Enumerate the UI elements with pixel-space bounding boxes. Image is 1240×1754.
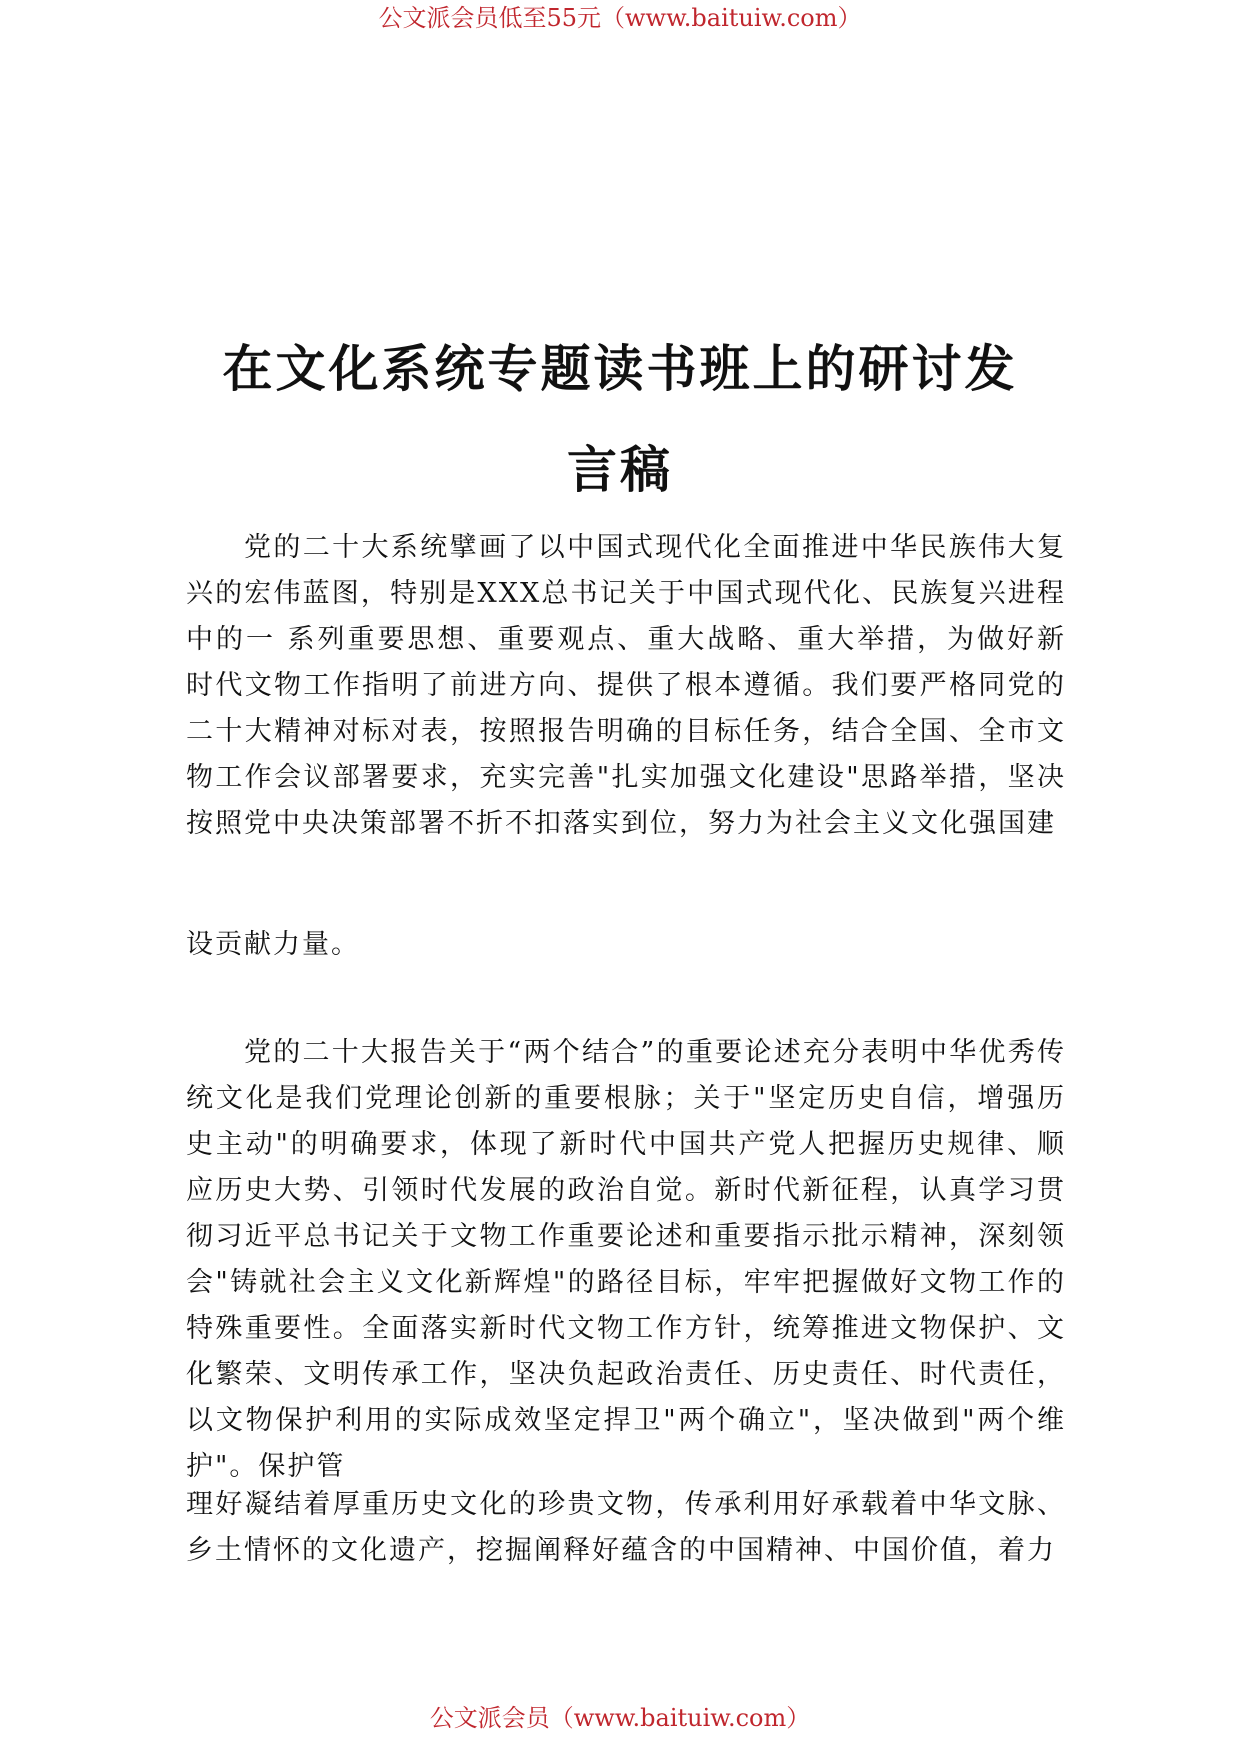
paragraph-1-end: 设贡献力量。 <box>186 929 360 960</box>
header-banner: 公文派会员低至55元（www.baituiw.com） <box>378 4 862 32</box>
document-title-line-2: 言稿 <box>567 441 673 499</box>
paragraph-1: 党的二十大系统擘画了以中国式现代化全面推进中华民族伟大复兴的宏伟蓝图，特别是XXX总书记关于中国式现代化、民族复兴进程中的一 系列重要思想、重要观点、重大战略、重大举措，为做好新 时代文物工作指明了前进方向、提供了根本遵循。我们要严格同党的 二十大精神对标对表，按照报告明确的目标任务，结合全国、全市文 物工作会议部署要求，充实完善"扎实加强文化建设"思路举措，坚决 按照党中央决策部署不折不扣落实到位，努力为社会主义文化强国建 <box>186 532 1066 839</box>
footer-banner: 公文派会员（www.baituiw.com） <box>429 1704 811 1732</box>
document-title-line-1: 在文化系统专题读书班上的研讨发 <box>222 340 1018 398</box>
paragraph-2-continued: 理好凝结着厚重历史文化的珍贵文物，传承利用好承载着中华文脉、乡土情怀的文化遗产，挖掘阐释好蕴含的中国精神、中国价值，着力 <box>186 1489 1066 1566</box>
paragraph-2: 党的二十大报告关于“两个结合”的重要论述充分表明中华优秀传统文化是我们党理论创新的重要根脉；关于"坚定历史自信，增强历史主动"的明确要求，体现了新时代中国共产党人把握历史规律、顺应历史大势、引领时代发展的政治自觉。新时代新征程，认真学习贯彻习近平总书记关于文物工作重要论述和重要指示批示精神，深刻领会"铸就社会主义文化新辉煌"的路径目标，牢牢把握做好文物工作的特殊重要性。全面落实新时代文物工作方针，统筹推进文物保护、文化繁荣、文明传承工作，坚决负起政治责任、历史责任、时代责任，以文物保护利用的实际成效坚定捍卫"两个确立"，坚决做到"两个维护"。保护管 <box>186 1037 1066 1482</box>
